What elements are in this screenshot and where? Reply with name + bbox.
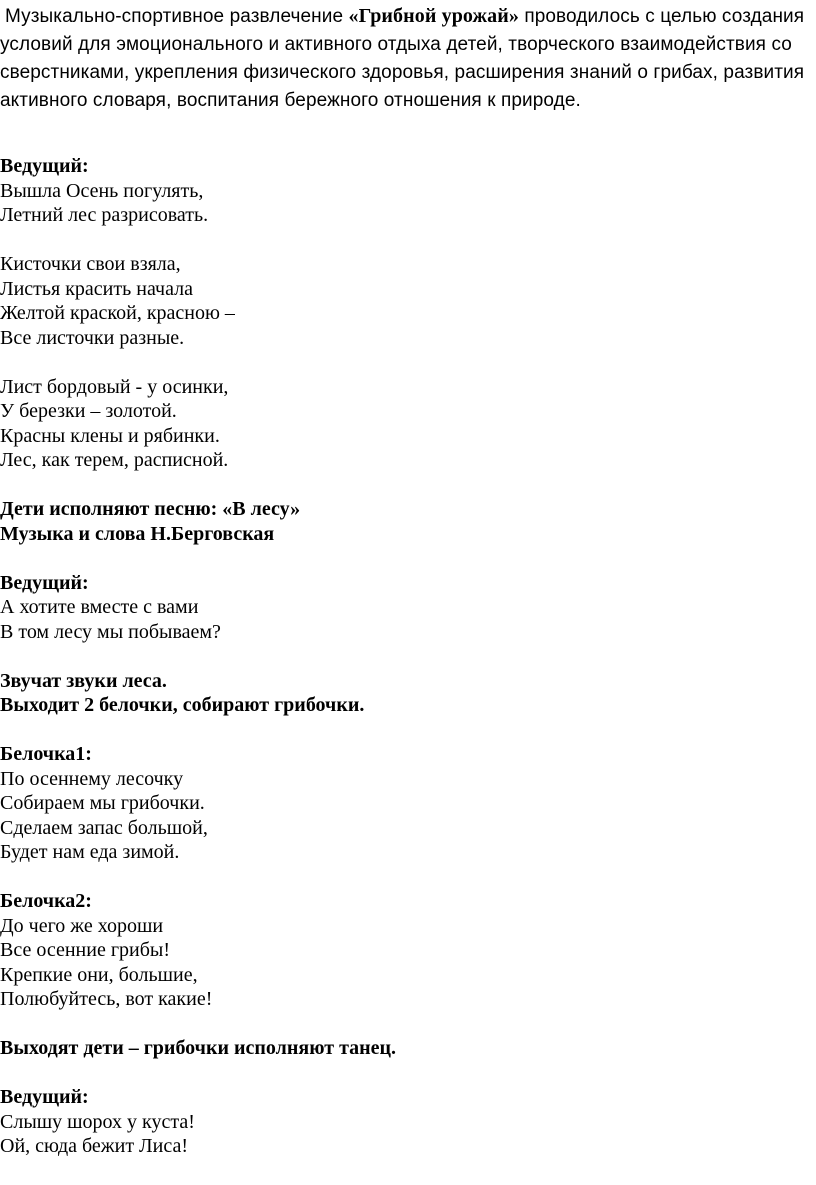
verse-line: Полюбуйтесь, вот какие! bbox=[0, 988, 213, 1010]
block-gap bbox=[0, 350, 810, 375]
block-gap bbox=[0, 644, 810, 669]
speech-block bbox=[0, 889, 810, 1012]
verse-line: Будет нам еда зимой. bbox=[0, 841, 180, 863]
speaker-name: Ведущий: bbox=[0, 571, 89, 594]
block-gap bbox=[0, 546, 810, 571]
speaker-name: Белочка2: bbox=[0, 890, 92, 912]
verse-block bbox=[0, 375, 810, 473]
event-title: «Грибной урожай» bbox=[348, 5, 519, 27]
block-gap bbox=[0, 228, 810, 253]
verse-line: Крепкие они, большие, bbox=[0, 963, 198, 986]
script-body bbox=[0, 154, 810, 1159]
verse-line: Желтой краской, красною – bbox=[0, 302, 235, 324]
intro-text-end: проводилось с целью создания условий для эмоционального и активного отдыха детей, творческого взаимодействия со сверстниками, укрепления физического здоровья, расширения знаний о грибах, развития активного словаря, воспитания бережного отношения к природе. bbox=[0, 6, 805, 111]
verse-line: Вышла Осень погулять, bbox=[0, 179, 204, 202]
verse-line: А хотите вместе с вами bbox=[0, 596, 199, 618]
verse-line: Лес, как терем, расписной. bbox=[0, 449, 229, 471]
verse-block bbox=[0, 252, 810, 350]
verse-line: Листья красить начала bbox=[0, 277, 193, 300]
stage-direction: Музыка и слова Н.Берговская bbox=[0, 522, 275, 545]
verse-line: По осеннему лесочку bbox=[0, 767, 184, 790]
intro-paragraph bbox=[0, 2, 806, 115]
verse-line: Слышу шорох у куста! bbox=[0, 1110, 195, 1133]
verse-line: У березки – золотой. bbox=[0, 400, 177, 422]
block-gap bbox=[0, 1061, 810, 1086]
speech-block bbox=[0, 742, 810, 865]
verse-line: До чего же хороши bbox=[0, 914, 164, 937]
speech-block bbox=[0, 154, 810, 228]
stage-direction: Звучат звуки леса. bbox=[0, 669, 167, 692]
stage-direction: Выходит 2 белочки, собирают грибочки. bbox=[0, 694, 365, 716]
intro-text-start: Музыкально-спортивное развлечение bbox=[5, 6, 349, 27]
verse-line: Лист бордовый - у осинки, bbox=[0, 375, 229, 398]
speaker-name: Ведущий: bbox=[0, 1086, 89, 1108]
block-gap bbox=[0, 1012, 810, 1037]
speaker-name: Белочка1: bbox=[0, 743, 92, 765]
block-gap bbox=[0, 865, 810, 890]
speaker-name: Ведущий: bbox=[0, 155, 89, 177]
stage-direction: Дети исполняют песню: «В лесу» bbox=[0, 498, 301, 520]
verse-line: Кисточки свои взяла, bbox=[0, 253, 181, 275]
verse-line: Все осенние грибы! bbox=[0, 939, 170, 961]
verse-line: Красны клены и рябинки. bbox=[0, 424, 220, 447]
stage-direction: Выходят дети – грибочки исполняют танец. bbox=[0, 1037, 397, 1059]
speech-block bbox=[0, 571, 810, 645]
speech-block bbox=[0, 1085, 810, 1159]
stage-direction-block bbox=[0, 1036, 810, 1061]
verse-line: Все листочки разные. bbox=[0, 326, 185, 349]
verse-line: Летний лес разрисовать. bbox=[0, 204, 209, 226]
stage-direction-block bbox=[0, 669, 810, 718]
block-gap bbox=[0, 473, 810, 498]
verse-line: Собираем мы грибочки. bbox=[0, 792, 205, 814]
verse-line: Сделаем запас большой, bbox=[0, 816, 208, 839]
block-gap bbox=[0, 718, 810, 743]
verse-line: Ой, сюда бежит Лиса! bbox=[0, 1135, 188, 1157]
stage-direction-block bbox=[0, 497, 810, 546]
verse-line: В том лесу мы побываем? bbox=[0, 620, 221, 643]
